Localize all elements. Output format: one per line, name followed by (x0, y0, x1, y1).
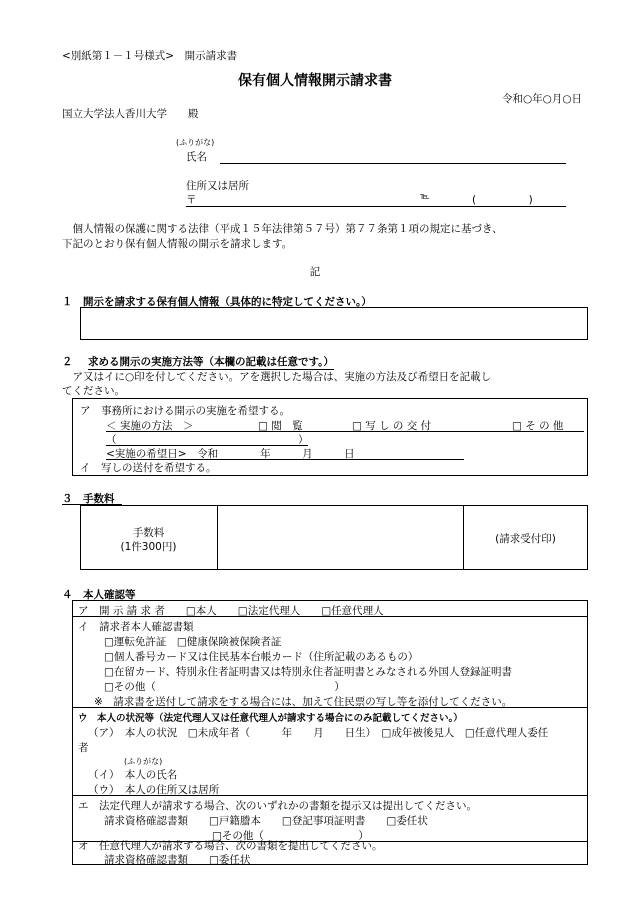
section-1-heading: １ 開示を請求する保有個人情報（具体的に特定してください。） (62, 296, 372, 308)
option-other[interactable]: □ そ の 他 (512, 420, 564, 432)
section-2-note-2: てください。 (62, 385, 125, 397)
form-number-label: <別紙第１－１号様式> 開示請求書 (62, 50, 238, 62)
row-divider-a (72, 616, 588, 617)
name-label: 氏名 (186, 151, 207, 163)
id-doc-residence[interactable]: □在留カード、特別永住者証明書又は特別永住者証明書とみなされる外国人登録証明書 (104, 666, 512, 678)
section-2-note-1: ア又はイに○印を付してください。アを選択した場合は、実施の方法及び希望日を記載し (62, 371, 492, 383)
section-2-heading: 求める開示の実施方法等（本欄の記載は任意です。） (88, 356, 334, 368)
requested-info-field[interactable] (80, 307, 588, 340)
option-view[interactable]: □ 閲 覧 (258, 420, 303, 432)
address-label: 住所又は居所 (186, 180, 249, 192)
ki-label: 記 (309, 266, 321, 278)
principal-status-row[interactable]: （ア） 本人の状況 □未成年者（ 年 月 日生） □成年被後見人 □任意代理人委任 (88, 727, 549, 739)
id-docs-title: イ 請求者本人確認書類 (78, 621, 194, 633)
section-2-number: ２ (62, 356, 73, 368)
option-copy[interactable]: □ 写 し の 交 付 (352, 420, 432, 432)
fee-divider-1 (217, 505, 218, 570)
id-docs-note: ※ 請求書を送付して請求をする場合には、加えて住民票の写し等を添付してください。 (94, 696, 513, 708)
legal-agent-title: エ 法定代理人が請求する場合、次のいずれかの書類を提示又は提出してください。 (78, 800, 477, 812)
postal-mark: 〒 (186, 194, 197, 206)
principal-status-row-cont: 者 (78, 742, 89, 754)
row-divider-i (72, 707, 588, 708)
requester-type-row[interactable]: ア 開 示 請 求 者 □本人 □法定代理人 □任意代理人 (78, 605, 384, 617)
tel-parens: ( ) (472, 194, 533, 206)
addressee: 国立大学法人香川大学 殿 (62, 108, 199, 120)
option-i-label[interactable]: イ 写しの送付を希望する。 (80, 462, 217, 474)
intro-line-2: 下記のとおり保有個人情報の開示を請求します。 (62, 238, 293, 250)
method-underline (106, 431, 584, 432)
principal-status-title: ウ 本人の状況等（法定代理人又は任意代理人が請求する場合にのみ記載してください。） (78, 713, 463, 724)
principal-furigana-label: (ふりがな) (124, 757, 163, 766)
page-title: 保有個人情報開示請求書 (238, 73, 392, 89)
section-4-heading: ４ 本人確認等 (62, 589, 136, 601)
tel-label: ℡ (420, 192, 430, 202)
id-doc-license[interactable]: □運転免許証 □健康保険被保険者証 (104, 636, 282, 648)
row-divider-u (72, 795, 588, 796)
voluntary-agent-title: オ 任意代理人が請求する場合、次の書類を提出してください。 (78, 840, 383, 852)
name-input-line[interactable] (220, 163, 566, 164)
section-3-heading: ３ 手数料 (62, 493, 115, 505)
principal-address-label[interactable]: （ウ） 本人の住所又は居所 (88, 784, 220, 796)
option-a-label[interactable]: ア 事務所における開示の実施を希望する。 (80, 405, 290, 417)
request-date: 令和○年○月○日 (502, 93, 582, 105)
stamp-label: (請求受付印) (495, 533, 556, 545)
legal-agent-other[interactable]: □その他（ ） (212, 830, 369, 842)
preferred-date-label: <実施の希望日> 令和 年 月 日 (106, 448, 355, 460)
method-paren-close: ） (298, 434, 309, 446)
method-label: ＜ 実施の方法 ＞ (106, 420, 194, 432)
principal-name-label[interactable]: （イ） 本人の氏名 (88, 769, 178, 781)
voluntary-agent-docs[interactable]: 請求資格確認書類 □委任状 (104, 854, 251, 866)
fee-amount: (1件300円) (120, 541, 177, 553)
name-furigana-label: (ふりがな) (176, 138, 215, 147)
id-doc-mynumber[interactable]: □個人番号カード又は住民基本台帳カード（住所記載のあるもの） (104, 651, 419, 663)
id-doc-other[interactable]: □その他（ ） (104, 681, 345, 693)
intro-line-1: 個人情報の保護に関する法律（平成１５年法律第５７号）第７７条第１項の規定に基づき、 (62, 223, 503, 235)
method-paren-open: （ (106, 434, 117, 446)
legal-agent-docs[interactable]: 請求資格確認書類 □戸籍謄本 □登記事項証明書 □委任状 (104, 815, 428, 827)
fee-label: 手数料 (132, 527, 165, 539)
